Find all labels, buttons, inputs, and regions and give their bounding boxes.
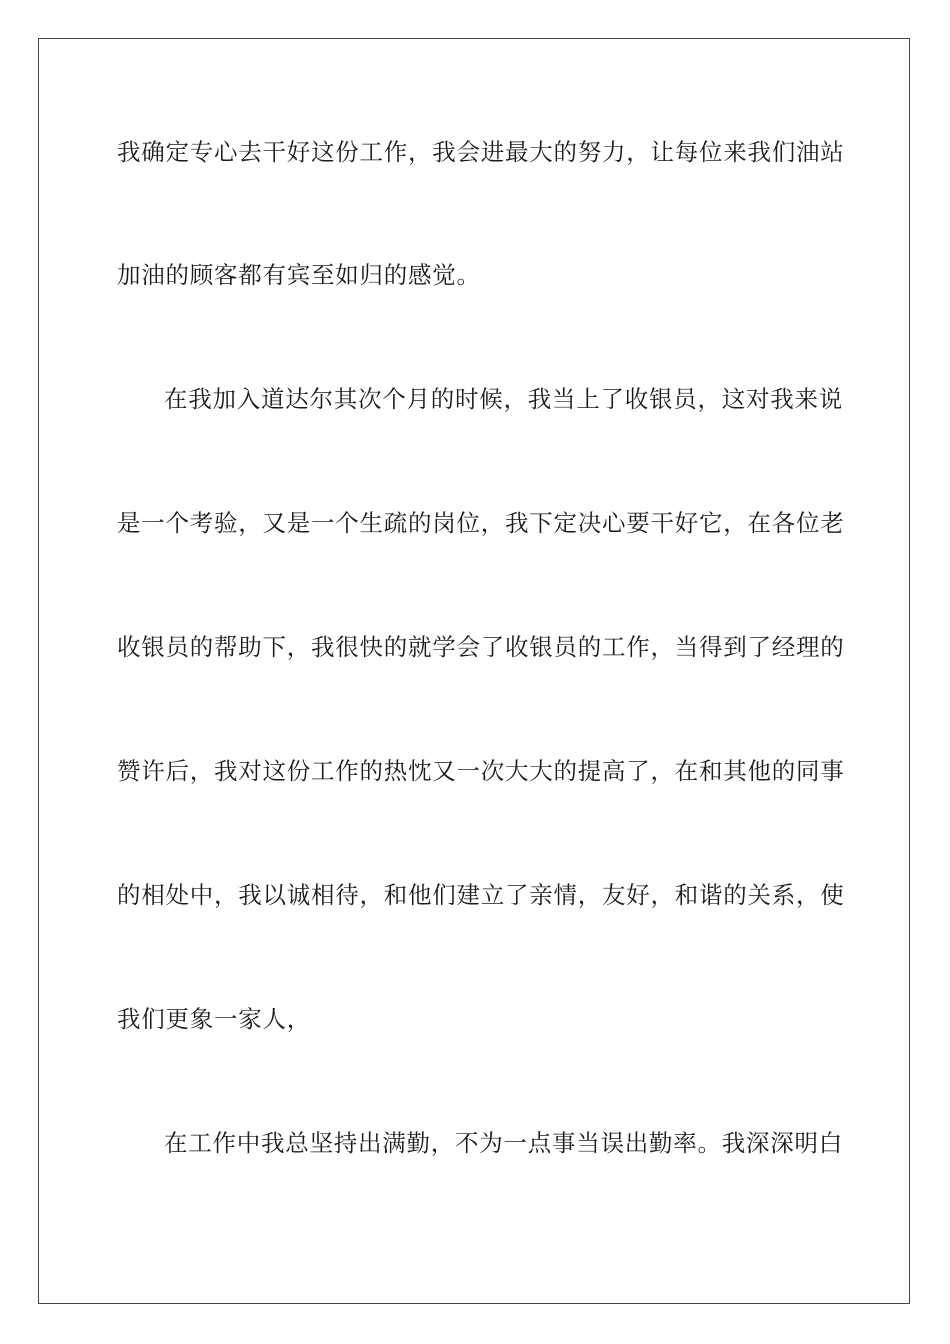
paragraph-start-line: 在我加入道达尔其次个月的时候，我当上了收银员，这对我来说 <box>164 385 843 413</box>
text-line: 是一个考验，又是一个生疏的岗位，我下定决心要干好它，在各位老 <box>117 509 845 537</box>
text-line: 收银员的帮助下，我很快的就学会了收银员的工作，当得到了经理的 <box>117 633 845 661</box>
text-line: 我们更象一家人， <box>117 1005 311 1033</box>
text-line: 我确定专心去干好这份工作，我会进最大的努力，让每位来我们油站 <box>117 138 845 166</box>
text-line: 加油的顾客都有宾至如归的感觉。 <box>117 261 481 289</box>
text-line: 的相处中，我以诚相待，和他们建立了亲情，友好，和谐的关系，使 <box>117 881 845 909</box>
paragraph-start-line: 在工作中我总坚持出满勤，不为一点事当误出勤率。我深深明白 <box>164 1129 843 1157</box>
page-frame <box>38 38 910 1304</box>
text-line: 赞许后，我对这份工作的热忱又一次大大的提高了，在和其他的同事 <box>117 757 845 785</box>
